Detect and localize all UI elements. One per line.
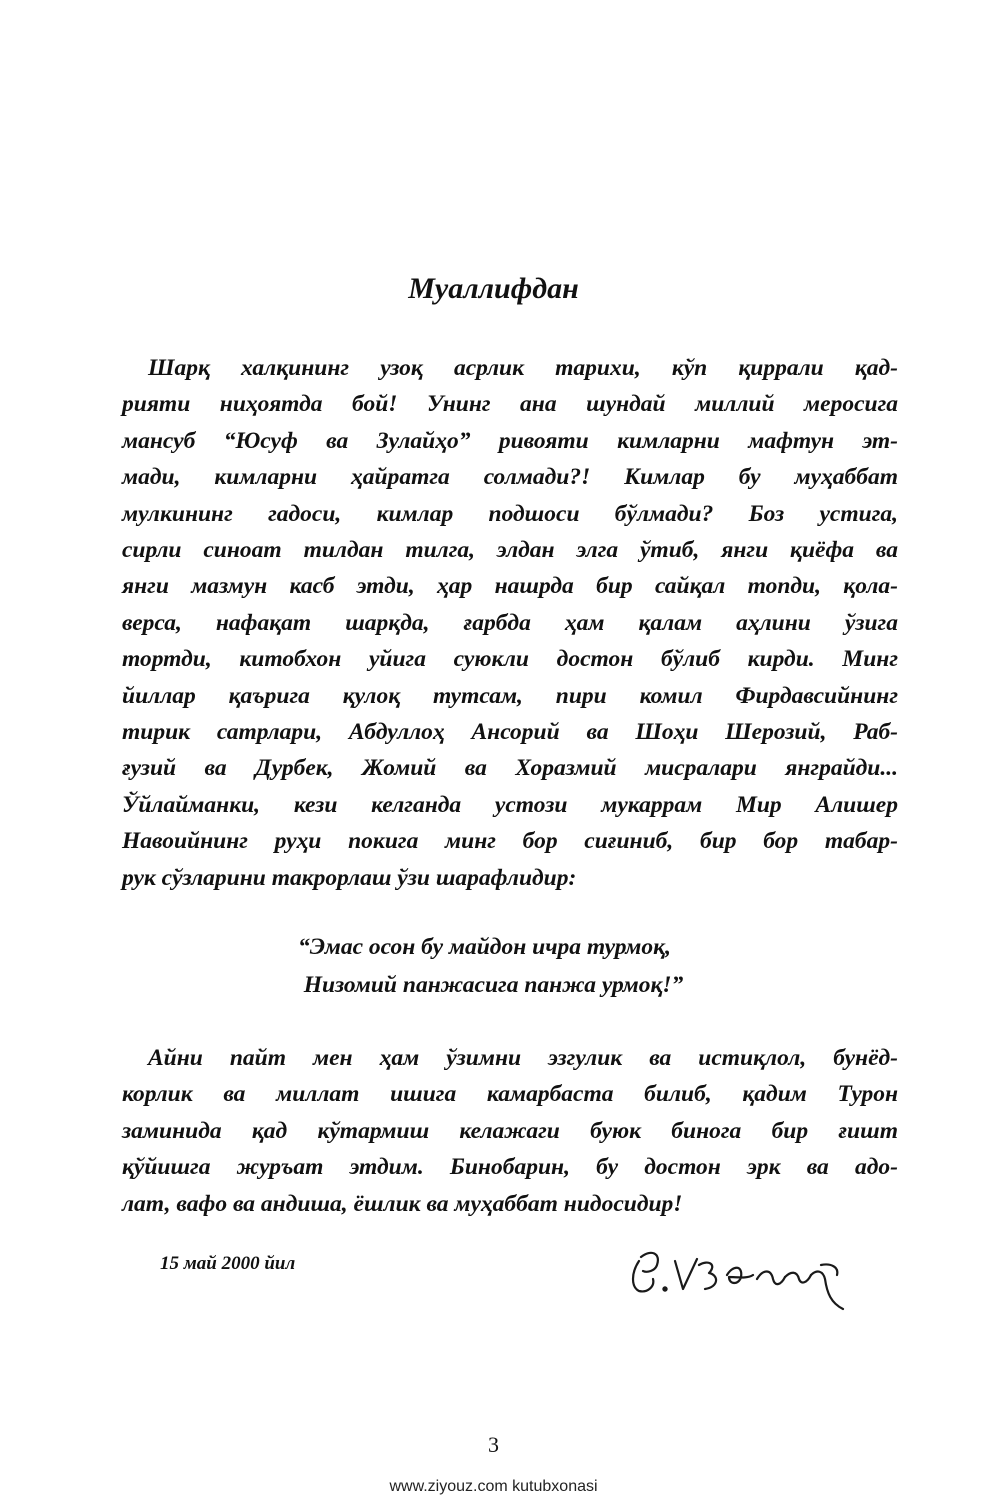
paragraph-line: йиллар қаърига қулоқ тутсам, пири комил Фирдавсийнинг (122, 682, 898, 709)
paragraph-line: Ўйлайманки, кези келганда устози мукаррам Мир Алишер (122, 791, 898, 818)
page-number: 3 (488, 1432, 499, 1457)
paragraph-line: мулкининг гадоси, кимлар подшоси бўлмади? Боз устига, (122, 500, 898, 527)
paragraph-line: ғузий ва Дурбек, Жомий ва Хоразмий мисралари янграйди... (122, 755, 898, 782)
author-signature (625, 1235, 865, 1315)
verse-line: Низомий панжасига панжа урмоқ!” (303, 972, 684, 998)
paragraph-intro (122, 350, 898, 896)
paragraph-line: Айни пайт мен ҳам ўзимни эзгулик ва истиқлол, бунёд- (148, 1045, 898, 1071)
paragraph-line: тортди, китобхон уйига суюкли достон бўлиб кирди. Минг (122, 646, 898, 673)
paragraph-line: қўйишга журъат этдим. Бинобарин, бу достон эрк ва адо- (122, 1154, 898, 1181)
verse-quote (0, 928, 987, 1004)
paragraph-line: мади, кимларни ҳайратга солмади?! Кимлар бу муҳаббат (122, 464, 898, 491)
paragraph-line: верса, нафақат шарқда, ғарбда ҳам қалам аҳлини ўзига (122, 609, 898, 636)
paragraph-line: тирик сатрлари, Абдуллоҳ Ансорий ва Шоҳи Шерозий, Раб- (122, 719, 898, 746)
paragraph-line: рияти ниҳоятда бой! Унинг ана шундай миллий меросига (122, 391, 898, 418)
footer-watermark: www.ziyouz.com kutubxonasi (389, 1478, 598, 1495)
verse-line: “Эмас осон бу майдон ичра турмоқ, (298, 934, 671, 960)
paragraph-line: сирли синоат тилдан тилга, элдан элга ўтиб, янги қиёфа ва (122, 537, 898, 564)
paragraph-line: янги мазмун касб этди, ҳар нашрда бир сайқал топди, қола- (122, 573, 898, 600)
paragraph-line: рук сўзларини такрорлаш ўзи шарафлидир: (122, 864, 577, 891)
paragraph-line: Навоийнинг руҳи покига минг бор сиғиниб, бир бор табар- (122, 828, 898, 855)
paragraph-line: Шарқ халқининг узоқ асрлик тарихи, кўп қиррали қад- (148, 355, 898, 381)
paragraph-closing (122, 1040, 898, 1222)
date-line: 15 май 2000 йил (160, 1253, 296, 1274)
paragraph-line: корлик ва миллат ишига камарбаста билиб, қадим Турон (122, 1081, 898, 1108)
page-title: Муаллифдан (408, 272, 579, 305)
paragraph-line: мансуб “Юсуф ва Зулайҳо” ривояти кимларни мафтун эт- (122, 427, 898, 454)
paragraph-line: заминида қад кўтармиш келажаги буюк бинога бир ғишт (122, 1117, 898, 1144)
paragraph-line: лат, вафо ва андиша, ёшлик ва муҳаббат нидосидир! (122, 1190, 683, 1217)
